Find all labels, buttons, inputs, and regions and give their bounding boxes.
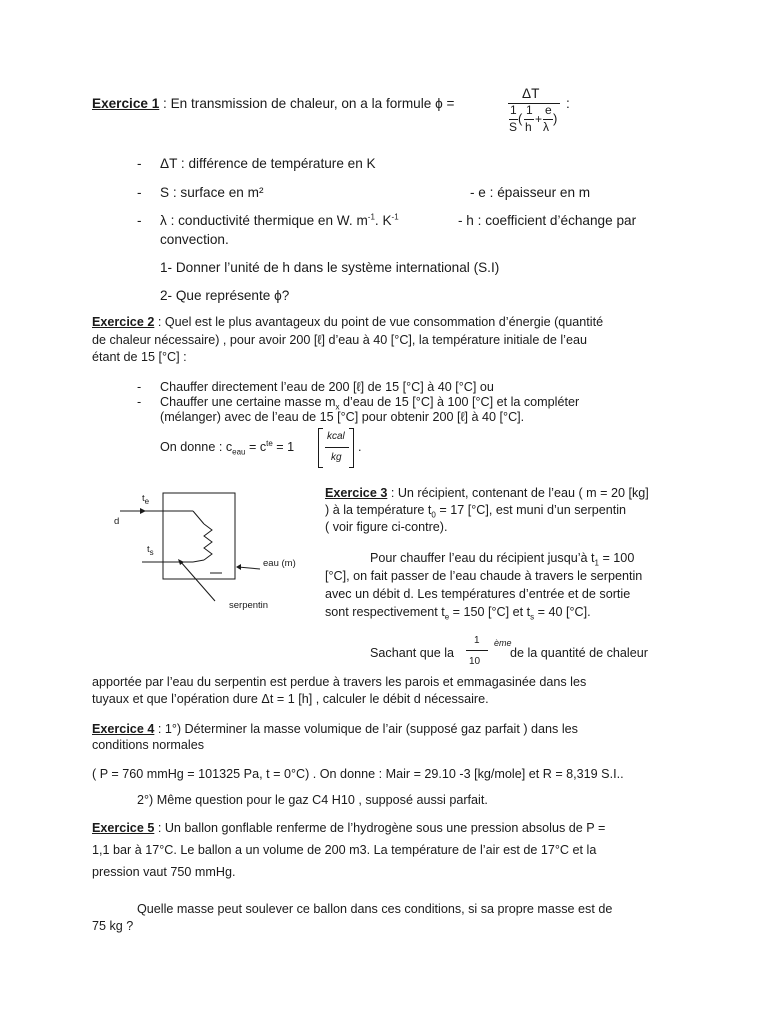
ex3-line-5: [°C], on fait passer de l’eau chaude à travers le serpentin bbox=[325, 569, 643, 583]
ex2-option-2-b: d’eau de 15 [°C] à 100 [°C] et la compléter bbox=[339, 395, 580, 409]
ex3-title: Exercice 3 bbox=[325, 486, 388, 500]
ex1-item-lambda bbox=[160, 212, 399, 230]
formula-S: S bbox=[509, 120, 518, 134]
ex3-line-6: avec un débit d. Les températures d’entrée et de sortie bbox=[325, 587, 631, 601]
ex3-text-4a: Pour chauffer l’eau du récipient jusqu’à t bbox=[370, 551, 595, 565]
ex2-line-2: de chaleur nécessaire) , pour avoir 200 [ℓ] d’eau à 40 [°C], la température initiale de l’eau bbox=[92, 333, 587, 347]
label-d: d bbox=[114, 516, 120, 527]
bullet: - bbox=[137, 156, 142, 171]
unit-dot: . bbox=[358, 440, 362, 454]
ex5-title: Exercice 5 bbox=[92, 821, 155, 835]
bullet: - bbox=[137, 395, 142, 409]
label-te-t: t bbox=[142, 493, 145, 504]
ex2-option-2 bbox=[160, 394, 579, 410]
unit-den: kg bbox=[331, 452, 342, 463]
ex2-option-2-cont: (mélanger) avec de l’eau de 15 [°C] pour obtenir 200 [ℓ] à 40 [°C]. bbox=[160, 410, 525, 424]
ex3-text-7b: = 150 [°C] et t bbox=[449, 605, 531, 619]
coil-entry bbox=[193, 511, 204, 524]
label-ts bbox=[147, 544, 154, 555]
water-pointer bbox=[238, 567, 260, 569]
bullet: - bbox=[137, 213, 142, 228]
label-water: eau (m) bbox=[263, 558, 296, 569]
formula-h: h bbox=[525, 120, 532, 134]
ex1-title: Exercice 1 bbox=[92, 96, 160, 111]
formula-lambda: λ bbox=[543, 120, 549, 134]
ex3-sub-t1: 1 bbox=[594, 558, 599, 568]
serpentin-figure bbox=[100, 485, 320, 620]
ex3-text-2b: = 17 [°C], est muni d’un serpentin bbox=[435, 503, 627, 517]
ex3-text-7c: = 40 [°C]. bbox=[534, 605, 591, 619]
ex3-line-9: apportée par l’eau du serpentin est perdue à travers les parois et emmagasinée dans les bbox=[92, 675, 587, 689]
formula-one-b: 1 bbox=[526, 103, 533, 117]
ex3-sub-te: e bbox=[444, 612, 450, 622]
ex4-line-1 bbox=[92, 721, 578, 737]
ex5-line-4: Quelle masse peut soulever ce ballon dans ces conditions, si sa propre masse est de bbox=[137, 902, 613, 916]
ex2-option-1: Chauffer directement l’eau de 200 [ℓ] de 15 [°C] à 40 [°C] ou bbox=[160, 380, 494, 394]
ex4-title: Exercice 4 bbox=[92, 722, 155, 736]
ex3-frac-bar bbox=[466, 650, 488, 651]
ex2-given-sup: te bbox=[266, 438, 273, 448]
ex3-text-7a: sont respectivement t bbox=[325, 605, 445, 619]
label-coil: serpentin bbox=[229, 600, 269, 611]
ex2-line-1 bbox=[92, 314, 603, 330]
ex2-option-2-sub: x bbox=[335, 402, 340, 412]
label-ts-sub: s bbox=[149, 547, 154, 557]
ex5-text-1: : Un ballon gonflable renferme de l’hydrogène sous une pression absolus de P = bbox=[154, 821, 606, 835]
ex1-lambda-text-k: . K bbox=[374, 213, 392, 228]
ex1-item-h-cont: convection. bbox=[160, 232, 229, 247]
ex2-given-c: = 1 bbox=[272, 440, 295, 454]
formula-e: e bbox=[545, 103, 552, 117]
ex2-given-b: = c bbox=[245, 440, 267, 454]
ex1-item-e: - e : épaisseur en m bbox=[470, 185, 591, 200]
ex4-line-2: conditions normales bbox=[92, 738, 205, 752]
ex5-line-5: 75 kg ? bbox=[92, 919, 134, 933]
ex3-sub-t0: 0 bbox=[431, 510, 436, 520]
bullet: - bbox=[137, 380, 142, 394]
ex3-text-4b: = 100 bbox=[598, 551, 635, 565]
water-pointer-head bbox=[236, 564, 241, 570]
bullet: - bbox=[137, 185, 142, 200]
formula-paren-close: ) bbox=[553, 111, 558, 126]
ex1-question-2: 2- Que représente ϕ? bbox=[160, 288, 290, 303]
label-ts-t: t bbox=[147, 544, 150, 555]
ex1-lambda-exp1: -1 bbox=[367, 212, 375, 222]
ex1-item-S: S : surface en m² bbox=[160, 185, 264, 200]
ex3-line-2 bbox=[325, 502, 626, 518]
ex2-given bbox=[160, 439, 294, 455]
ex3-frac-den: 10 bbox=[469, 656, 481, 667]
ex5-line-3: pression vaut 750 mmHg. bbox=[92, 865, 236, 879]
formula-plus: + bbox=[535, 112, 543, 126]
ex1-lambda-text: λ : conductivité thermique en W. m bbox=[160, 213, 368, 228]
ex2-given-a: On donne : c bbox=[160, 440, 233, 454]
ex3-frac-sup: ème bbox=[494, 638, 512, 648]
coil-pointer bbox=[180, 561, 215, 601]
ex2-title: Exercice 2 bbox=[92, 315, 155, 329]
ex1-question-1: 1- Donner l’unité de h dans le système international (S.I) bbox=[160, 260, 500, 275]
bracket-right bbox=[349, 428, 354, 468]
ex5-line-1 bbox=[92, 820, 605, 836]
label-te-sub: e bbox=[144, 496, 150, 506]
formula-paren-open: ( bbox=[518, 111, 523, 126]
ex3-sub-ts: s bbox=[530, 612, 535, 622]
flow-arrow-head bbox=[140, 508, 146, 514]
ex2-given-sub: eau bbox=[232, 447, 246, 457]
vessel-rect bbox=[163, 493, 235, 579]
ex5-line-2: 1,1 bar à 17°C. Le ballon a un volume de 200 m3. La température de l’air est de 17°C et la bbox=[92, 843, 597, 857]
ex1-item-deltaT: ΔT : différence de température en K bbox=[160, 156, 376, 171]
ex1-line bbox=[92, 95, 454, 113]
ex1-item-h: - h : coefficient d’échange par bbox=[458, 213, 637, 228]
ex3-line-8b: de la quantité de chaleur bbox=[510, 646, 648, 660]
ex3-line-8a: Sachant que la bbox=[370, 646, 455, 660]
label-te bbox=[142, 493, 149, 504]
formula-one-a: 1 bbox=[510, 103, 517, 117]
ex3-line-1 bbox=[325, 485, 649, 501]
ex3-line-10: tuyaux et que l’opération dure Δt = 1 [h] , calculer le débit d nécessaire. bbox=[92, 692, 489, 706]
unit-bar bbox=[325, 447, 349, 448]
ex4-line-4: 2°) Même question pour le gaz C4 H10 , supposé aussi parfait. bbox=[137, 793, 488, 807]
unit-num: kcal bbox=[327, 431, 345, 442]
ex2-text-1: : Quel est le plus avantageux du point de vue consommation d’énergie (quantité bbox=[154, 315, 604, 329]
ex3-line-4 bbox=[370, 550, 634, 566]
ex2-line-3: étant de 15 [°C] : bbox=[92, 350, 187, 364]
ex3-text-2a: ) à la température t bbox=[325, 503, 432, 517]
ex3-text-1: : Un récipient, contenant de l’eau ( m = 20 [kg] bbox=[387, 486, 649, 500]
ex4-line-3: ( P = 760 mmHg = 101325 Pa, t = 0°C) . On donne : Mair = 29.10 -3 [kg/mole] et R = 8,319 S.I.. bbox=[92, 767, 624, 781]
formula-colon: : bbox=[566, 96, 570, 111]
ex3-line-7 bbox=[325, 604, 591, 620]
ex4-text-1: : 1°) Déterminer la masse volumique de l’air (supposé gaz parfait ) dans les bbox=[154, 722, 578, 736]
coil-zigzag bbox=[204, 524, 212, 560]
bracket-left bbox=[318, 428, 323, 468]
ex3-line-3: ( voir figure ci-contre). bbox=[325, 520, 448, 534]
ex2-option-2-a: Chauffer une certaine masse m bbox=[160, 395, 336, 409]
formula-numerator: ΔT bbox=[522, 86, 540, 101]
ex1-intro: : En transmission de chaleur, on a la formule ϕ = bbox=[159, 96, 455, 111]
ex3-frac-num: 1 bbox=[474, 635, 480, 646]
ex1-lambda-exp2: -1 bbox=[391, 212, 399, 222]
coil-exit bbox=[193, 560, 204, 562]
